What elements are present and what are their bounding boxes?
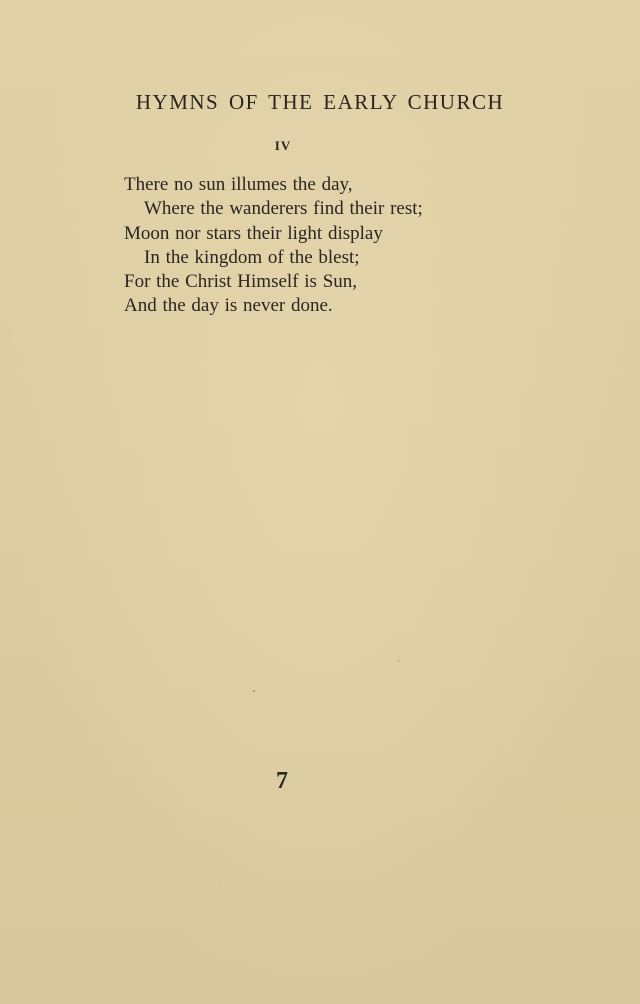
hymn-stanza xyxy=(124,173,524,319)
paper-speck xyxy=(253,690,255,692)
paper-speck xyxy=(398,660,399,662)
verse-line: Where the wanderers find their rest; xyxy=(144,198,423,220)
running-head: HYMNS OF THE EARLY CHURCH xyxy=(135,90,505,114)
section-numeral: IV xyxy=(274,138,292,153)
paper-speck xyxy=(220,884,221,885)
verse-line: And the day is never done. xyxy=(124,295,333,317)
verse-line: Moon nor stars their light display xyxy=(124,222,383,244)
page-number: 7 xyxy=(276,768,288,794)
verse-line: There no sun illumes the day, xyxy=(124,174,353,195)
verse-line: In the kingdom of the blest; xyxy=(144,246,360,268)
verse-line: For the Christ Himself is Sun, xyxy=(124,271,358,293)
